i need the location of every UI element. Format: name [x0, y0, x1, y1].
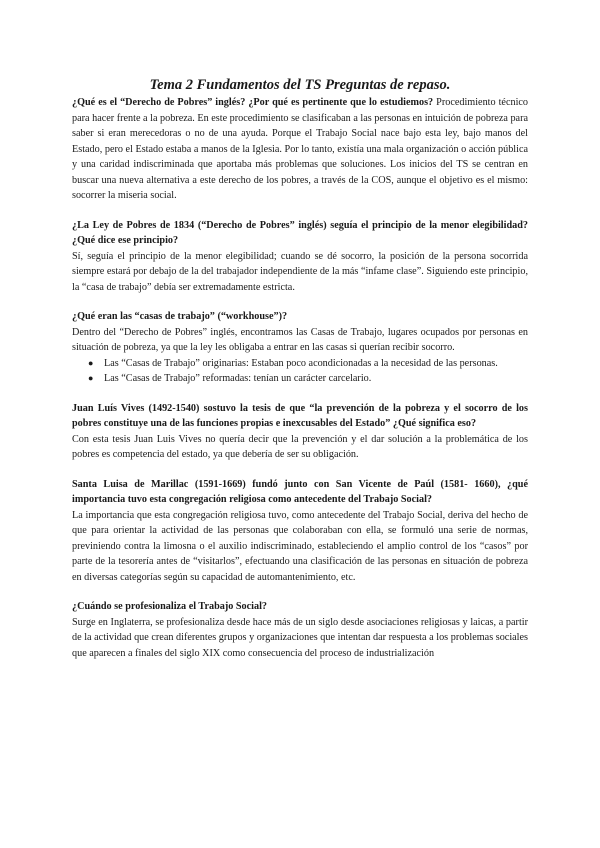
qa-section-6	[72, 599, 528, 661]
question-3: ¿Qué eran las “casas de trabajo” (“workhouse”)?	[72, 311, 288, 322]
question-5: Santa Luisa de Marillac (1591-1669) fundó junto con San Vicente de Paúl (1581- 1660), ¿qué importancia tuvo esta congregación religiosa como antecedente del Trabajo Social?	[72, 478, 528, 505]
section-spacer	[72, 585, 528, 599]
bullet-text-2: Las “Casas de Trabajo” reformadas: tenían un carácter carcelario.	[104, 373, 372, 384]
question-4: Juan Luís Vives (1492-1540) sostuvo la tesis de que “la prevención de la pobreza y el socorro de los pobres constituye una de las funciones propias e inexcusables del Estado” ¿Qué significa eso?	[72, 402, 528, 429]
answer-2: Sí, seguía el principio de la menor elegibilidad; cuando se dé socorro, la posición de la persona socorrida siempre estará por debajo de la del trabajador independiente de la más “infame clase”. Siguiendo este principio, la “casa de trabajo” debía ser extremadamente estricta.	[72, 250, 528, 293]
bullet-item-1	[88, 356, 528, 372]
answer-1: Procedimiento técnico para hacer frente a la pobreza. En este procedimiento se clasificaban a las personas en intuición de pobreza para saber si eran merecedoras o no de una ayuda. Porque el Trabajo Social nace bajo esta ley, bajo manos del Estado, pero el Estado estaba a manos de la Iglesia. Por lo tanto, existía una mala organización o acción pública y una caridad indiscriminada que aportaba más problemas que soluciones. Los inicios del TS se centran en buscar una nueva alternativa a este derecho de los pobres, a través de la COS, aunque el objetivo es el mismo: socorrer la miseria social.	[72, 97, 529, 201]
bullet-dot-icon: ●	[88, 357, 94, 368]
question-1: ¿Qué es el “Derecho de Pobres” inglés? ¿Por qué es pertinente que lo estudiemos?	[72, 97, 434, 108]
qa-section-1	[72, 95, 528, 204]
bullet-list	[72, 356, 528, 387]
bullet-dot-icon: ●	[88, 373, 94, 383]
answer-6: Surge en Inglaterra, se profesionaliza desde hace más de un siglo desde asociaciones religiosas y laicas, a partir de la actividad que crean diferentes grupos y organizaciones que intentan dar respuesta a los problemas sociales que aparecen a finales del siglo XIX como consecuencia del proceso de industrialización	[72, 616, 528, 659]
qa-section-3	[72, 309, 528, 387]
section-spacer	[72, 463, 528, 477]
document-title: Tema 2 Fundamentos del TS Preguntas de repaso.	[149, 77, 451, 93]
bullet-text-1: Las “Casas de Trabajo” originarias: Estaban poco acondicionadas a la necesidad de las personas.	[104, 357, 498, 369]
document-body	[72, 76, 528, 661]
qa-section-2	[72, 218, 528, 296]
bullet-item-2	[88, 371, 528, 387]
paragraph-1	[72, 95, 528, 204]
qa-section-5	[72, 477, 528, 586]
qa-section-4	[72, 401, 528, 463]
section-spacer	[72, 204, 528, 218]
question-2: ¿La Ley de Pobres de 1834 (“Derecho de Pobres” inglés) seguía el principio de la menor elegibilidad? ¿Qué dice ese principio?	[72, 219, 528, 246]
question-6: ¿Cuándo se profesionaliza el Trabajo Social?	[72, 601, 267, 612]
answer-5: La importancia que esta congregación religiosa tuvo, como antecedente del Trabajo Social, deriva del hecho de que para orientar la actividad de las personas que colaboraban con ella, se formuló una serie de normas, previniendo contra la limosna o el auxilio indiscriminado, estableciendo el amplio control de los “casos” por parte de la tesorería antes de “visitarlos”, efectuando una clasificación de las personas en situación de pobreza en diversas categorías según su capacidad de automantenimiento, etc.	[72, 509, 528, 583]
section-spacer	[72, 387, 528, 401]
answer-4: Con esta tesis Juan Luis Vives no quería decir que la prevención y el dar solución a la problemática de los pobres es competencia del estado, ya que debería de ser su obligación.	[72, 433, 528, 460]
answer-3: Dentro del “Derecho de Pobres” inglés, encontramos las Casas de Trabajo, lugares ocupados por personas en situación de pobreza, ya que la ley les obligaba a entrar en las casas si querían recibir socorro.	[72, 326, 528, 353]
section-spacer	[72, 295, 528, 309]
